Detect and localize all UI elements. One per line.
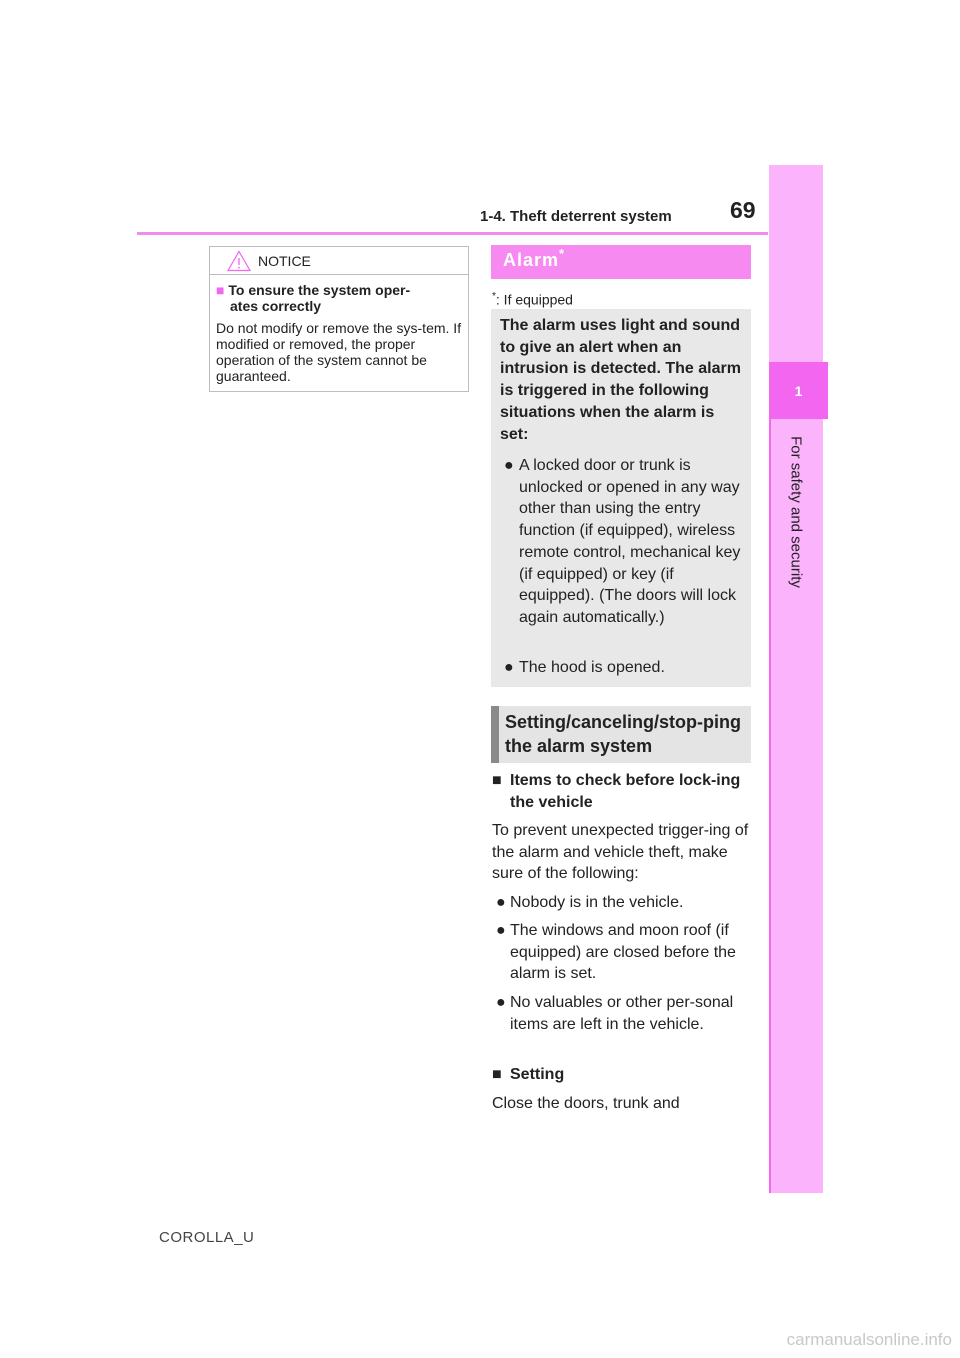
- notice-subheading-line2: ates correctly: [230, 298, 322, 314]
- warning-triangle-icon: [227, 250, 251, 272]
- heading-marker: ■: [492, 1066, 502, 1083]
- page-number: 69: [730, 197, 756, 223]
- footnote: [492, 291, 573, 308]
- list-item-text: No valuables or other per-sonal items are left in the vehicle.: [510, 994, 734, 1033]
- notice-header: [210, 247, 468, 275]
- setting-section-bar: [491, 706, 751, 763]
- side-tab-band: [769, 165, 823, 1193]
- notice-box: [209, 246, 469, 392]
- watermark: carmanualsonline.info: [786, 1330, 952, 1349]
- bullet-icon: ●: [496, 894, 506, 911]
- footnote-text: : If equipped: [495, 291, 573, 308]
- bullet-icon: ●: [504, 659, 514, 676]
- footer-model: COROLLA_U: [159, 1229, 255, 1246]
- list-item-text: The windows and moon roof (if equipped) are closed before the alarm is set.: [510, 922, 736, 983]
- alarm-title-text: Alarm: [503, 250, 560, 270]
- alarm-title-bar: [491, 245, 751, 279]
- heading-marker: ■: [492, 772, 502, 789]
- header-rule: [137, 232, 768, 235]
- alarm-title: [503, 246, 566, 271]
- items-heading: [492, 770, 752, 813]
- list-item-text: Nobody is in the vehicle.: [510, 894, 684, 911]
- setting-heading-text: Setting: [510, 1066, 565, 1083]
- notice-subheading-marker: ■: [216, 282, 225, 298]
- alarm-title-mark: *: [559, 246, 566, 261]
- bullet-icon: ●: [504, 457, 514, 474]
- section-title: 1-4. Theft deterrent system: [480, 208, 672, 225]
- notice-subheading-line1: To ensure the system oper-: [228, 282, 411, 298]
- list-item-text: A locked door or trunk is unlocked or opened in any way other than using the entry function (if equipped), wireless remote control, mechanical key (if equipped) or key (if equipped). (The doors will lock again automatically.): [519, 457, 741, 626]
- bullet-icon: ●: [496, 994, 506, 1011]
- bullet-icon: ●: [496, 922, 506, 939]
- setting-section-title: Setting/canceling/stop-ping the alarm system: [505, 712, 742, 756]
- setting-section-accent: [491, 706, 499, 763]
- notice-label: NOTICE: [258, 253, 311, 269]
- setting-text: Close the doors, trunk and: [492, 1095, 680, 1112]
- list-item: [492, 920, 752, 985]
- list-item: [500, 657, 745, 679]
- setting-heading: [492, 1064, 564, 1086]
- chapter-number-tab: 1: [769, 362, 828, 419]
- notice-subheading: [216, 282, 410, 314]
- notice-body: Do not modify or remove the sys-tem. If modified or removed, the proper operation of the system cannot be guaranteed.: [216, 320, 462, 384]
- alarm-info-box: [491, 309, 751, 687]
- items-heading-text: Items to check before lock-ing the vehicle: [510, 772, 741, 811]
- list-item: [492, 892, 752, 914]
- chapter-title: For safety and security: [787, 436, 805, 588]
- list-item: [492, 992, 752, 1035]
- alarm-intro: The alarm uses light and sound to give an alert when an intrusion is detected. The alarm is triggered in the following situations when the alarm is set:: [500, 317, 741, 443]
- side-tab-rule: [769, 362, 771, 1193]
- items-intro: To prevent unexpected trigger-ing of the alarm and vehicle theft, make sure of the following:: [492, 822, 749, 883]
- footnote-mark: *: [492, 291, 496, 302]
- list-item-text: The hood is opened.: [519, 659, 665, 676]
- list-item: [500, 455, 745, 629]
